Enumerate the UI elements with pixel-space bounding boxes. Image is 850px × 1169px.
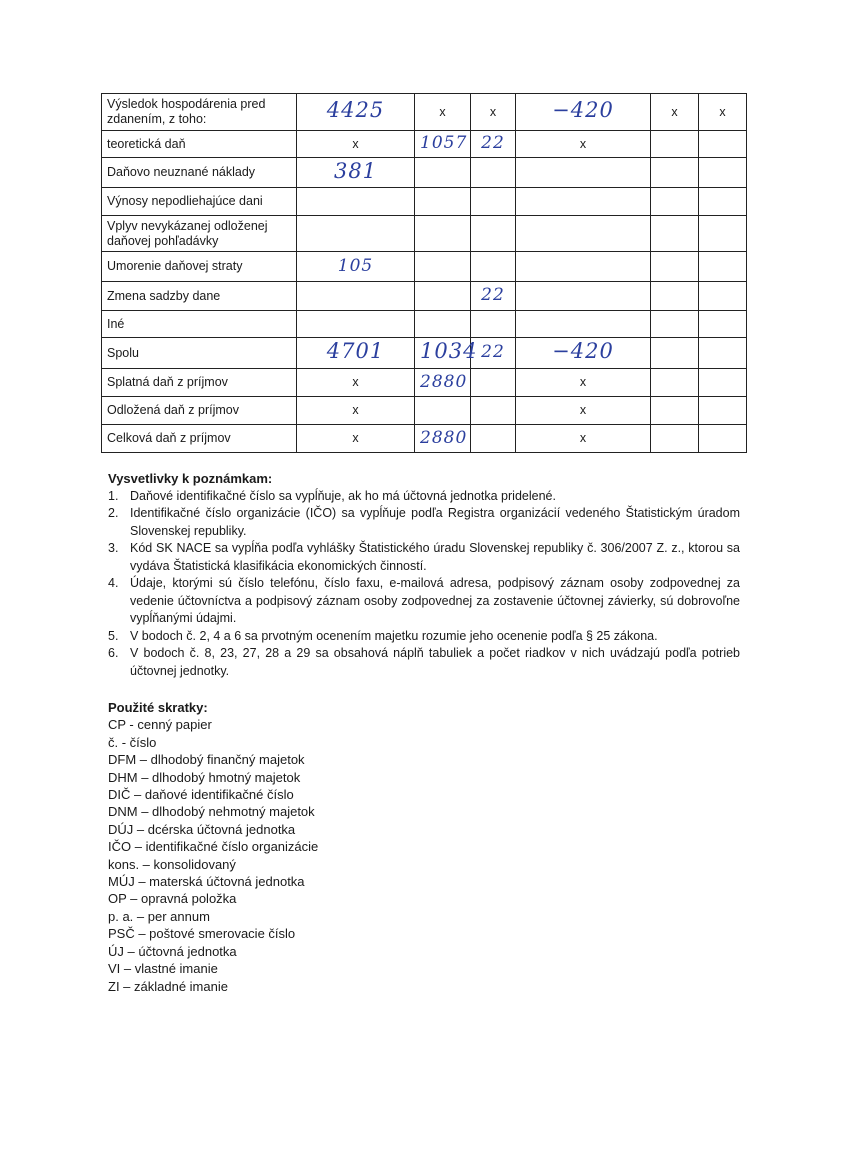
cell	[651, 311, 699, 338]
item-text: Údaje, ktorými sú číslo telefónu, číslo faxu, e-mailová adresa, podpisový záznam osoby zodpovednej za vedenie účtovníctva a podpisový záznam osoby zodpovednej za zostavenie účtovnej závierky, sú dobrovoľne vypĺňanými údajmi.	[130, 576, 740, 625]
cell	[415, 311, 471, 338]
cell	[297, 282, 415, 311]
abbreviation-item: DFM – dlhodobý finančný majetok	[108, 752, 305, 768]
item-number: 1.	[108, 488, 119, 503]
cell	[699, 131, 747, 158]
cell-x: x	[415, 94, 471, 131]
list-item	[108, 628, 740, 646]
abbreviation-item: PSČ – poštové smerovacie číslo	[108, 926, 296, 942]
table-row	[102, 425, 747, 453]
table-row	[102, 338, 747, 369]
cell	[699, 311, 747, 338]
row-label: Iné	[102, 311, 297, 338]
cell	[651, 131, 699, 158]
abbreviations-title: Použité skratky:	[108, 700, 208, 715]
abbreviation-item: ZI – základné imanie	[108, 978, 228, 994]
abbreviation-item: DÚJ – dcérska účtovná jednotka	[108, 821, 296, 837]
list-item	[108, 488, 740, 506]
handwritten-value: 22	[481, 133, 505, 153]
cell	[699, 397, 747, 425]
table-row	[102, 94, 747, 131]
cell	[651, 369, 699, 397]
cell	[651, 216, 699, 252]
cell	[699, 252, 747, 282]
cell	[297, 216, 415, 252]
handwritten-value: 22	[481, 342, 505, 362]
cell-x: x	[297, 425, 415, 453]
abbreviation-item: IČO – identifikačné číslo organizácie	[108, 839, 319, 855]
abbreviation-item: ÚJ – účtovná jednotka	[108, 943, 237, 959]
cell-x: x	[516, 369, 651, 397]
cell	[516, 282, 651, 311]
cell	[471, 158, 516, 188]
cell	[651, 338, 699, 369]
cell	[297, 188, 415, 216]
row-label: Výsledok hospodárenia pred zdanením, z toho:	[102, 94, 297, 131]
handwritten-value: 105	[337, 255, 374, 276]
row-label: Zmena sadzby dane	[102, 282, 297, 311]
table-row	[102, 252, 747, 282]
cell	[471, 252, 516, 282]
cell	[651, 397, 699, 425]
table-row	[102, 131, 747, 158]
cell	[699, 425, 747, 453]
row-label: Spolu	[102, 338, 297, 369]
abbreviations-section	[108, 699, 508, 995]
row-label: Výnosy nepodliehajúce dani	[102, 188, 297, 216]
cell	[516, 188, 651, 216]
income-tax-table	[101, 93, 747, 453]
cell	[699, 338, 747, 369]
list-item	[108, 645, 740, 680]
cell	[699, 369, 747, 397]
cell-x: x	[297, 131, 415, 158]
row-label: Splatná daň z príjmov	[102, 369, 297, 397]
row-label: Celková daň z príjmov	[102, 425, 297, 453]
cell	[471, 311, 516, 338]
row-label: Odložená daň z príjmov	[102, 397, 297, 425]
cell	[699, 158, 747, 188]
cell	[516, 311, 651, 338]
cell-x: x	[651, 94, 699, 131]
row-label: Vplyv nevykázanej odloženej daňovej pohľadávky	[102, 216, 297, 252]
cell	[415, 282, 471, 311]
abbreviation-item: OP – opravná položka	[108, 891, 237, 907]
item-number: 5.	[108, 628, 119, 643]
table-row	[102, 216, 747, 252]
abbreviation-item: VI – vlastné imanie	[108, 961, 218, 977]
item-number: 2.	[108, 506, 119, 520]
item-text: V bodoch č. 8, 23, 27, 28 a 29 sa obsahová náplň tabuliek a počet riadkov v nich uvádzajú podľa potrieb účtovnej jednotky.	[130, 646, 740, 678]
cell	[471, 188, 516, 216]
handwritten-value: 4701	[326, 339, 385, 363]
handwritten-value: 381	[333, 158, 378, 183]
item-number: 6.	[108, 646, 119, 660]
cell	[471, 369, 516, 397]
handwritten-value: 4425	[326, 98, 385, 122]
table-row	[102, 397, 747, 425]
cell	[651, 158, 699, 188]
abbreviation-item: p. a. – per annum	[108, 908, 210, 924]
handwritten-value: 1034	[420, 339, 478, 363]
cell	[415, 188, 471, 216]
item-number: 4.	[108, 576, 119, 590]
list-item	[108, 505, 740, 540]
abbreviation-item: č. - číslo	[108, 734, 157, 750]
cell	[471, 216, 516, 252]
cell	[699, 282, 747, 311]
table-row	[102, 188, 747, 216]
cell	[516, 158, 651, 188]
table-row	[102, 282, 747, 311]
cell	[471, 425, 516, 453]
list-item	[108, 575, 740, 628]
cell	[651, 425, 699, 453]
handwritten-value: −420	[552, 98, 614, 122]
cell	[651, 252, 699, 282]
list-item	[108, 540, 740, 575]
cell	[415, 252, 471, 282]
abbreviation-item: DNM – dlhodobý nehmotný majetok	[108, 804, 315, 820]
abbreviation-item: DHM – dlhodobý hmotný majetok	[108, 769, 301, 785]
cell	[471, 397, 516, 425]
cell	[415, 397, 471, 425]
cell	[651, 188, 699, 216]
cell-x: x	[699, 94, 747, 131]
handwritten-value: 22	[481, 285, 505, 305]
handwritten-value: −420	[552, 339, 614, 363]
row-label: teoretická daň	[102, 131, 297, 158]
cell	[651, 282, 699, 311]
cell	[516, 252, 651, 282]
table-row	[102, 158, 747, 188]
item-text: Daňové identifikačné číslo sa vypĺňuje, ak ho má účtovná jednotka pridelené.	[130, 488, 556, 503]
item-text: V bodoch č. 2, 4 a 6 sa prvotným ocenením majetku rozumie jeho ocenenie podľa § 25 zákona.	[130, 628, 658, 643]
row-label: Daňovo neuznané náklady	[102, 158, 297, 188]
table-row	[102, 311, 747, 338]
abbreviation-item: DIČ – daňové identifikačné číslo	[108, 787, 294, 803]
table-row	[102, 369, 747, 397]
item-number: 3.	[108, 541, 119, 555]
cell-x: x	[471, 94, 516, 131]
abbreviation-item: CP - cenný papier	[108, 717, 212, 733]
cell-x: x	[516, 131, 651, 158]
cell	[516, 216, 651, 252]
cell	[415, 158, 471, 188]
abbreviation-item: MÚJ – materská účtovná jednotka	[108, 874, 305, 890]
notes-list	[108, 488, 740, 681]
cell-x: x	[297, 369, 415, 397]
cell	[699, 188, 747, 216]
cell	[415, 216, 471, 252]
notes-title: Vysvetlivky k poznámkam:	[108, 471, 273, 486]
handwritten-value: 2880	[420, 427, 468, 448]
cell	[699, 216, 747, 252]
item-text: Identifikačné číslo organizácie (IČO) sa vypĺňuje podľa Registra organizácií vedeného Štatistickým úradom Slovenskej republiky.	[130, 506, 740, 538]
cell-x: x	[516, 397, 651, 425]
handwritten-value: 1057	[420, 133, 468, 153]
abbreviation-item: kons. – konsolidovaný	[108, 856, 236, 872]
notes-section	[108, 470, 740, 680]
cell	[297, 311, 415, 338]
cell-x: x	[516, 425, 651, 453]
cell-x: x	[297, 397, 415, 425]
row-label: Umorenie daňovej straty	[102, 252, 297, 282]
item-text: Kód SK NACE sa vypĺňa podľa vyhlášky Štatistického úradu Slovenskej republiky č. 306/2007 Z. z., ktorou sa vydáva Štatistická klasifikácia ekonomických činností.	[130, 541, 740, 573]
handwritten-value: 2880	[420, 371, 468, 392]
